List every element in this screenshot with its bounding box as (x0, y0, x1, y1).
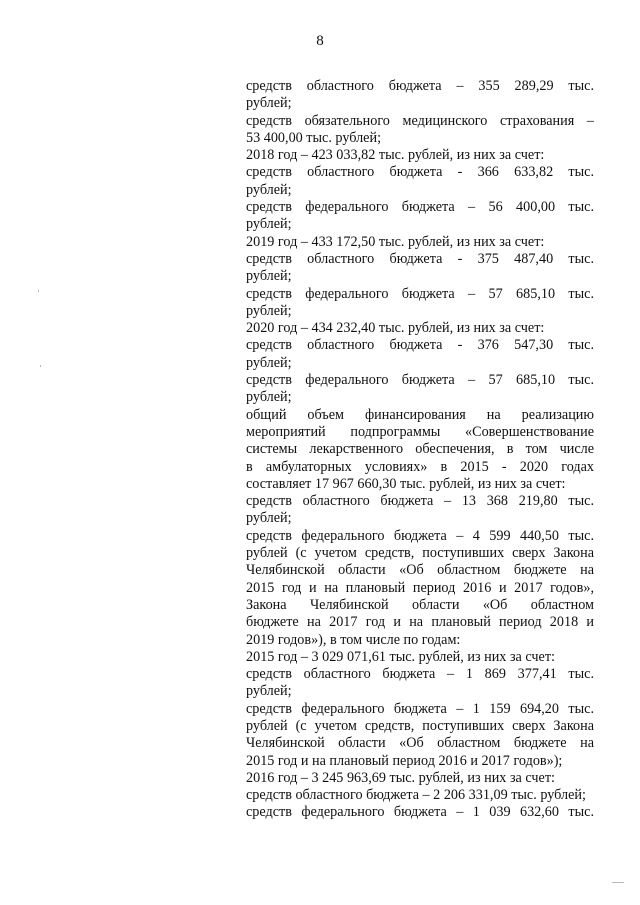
text-line: Челябинской области «Об областном бюджете на (246, 735, 594, 752)
text-line: средств областного бюджета – 355 289,29 тыс. (246, 78, 594, 94)
text-line: средств областного бюджета - 376 547,30 тыс. (246, 337, 594, 354)
text-line: средств федерального бюджета – 57 685,10 тыс. (246, 285, 594, 302)
scan-mark (38, 290, 39, 292)
text-line: рублей; (246, 354, 292, 371)
text-line: рублей; (246, 268, 292, 285)
text-line: средств областного бюджета – 13 368 219,80 тыс. (246, 493, 594, 510)
text-line: Закона Челябинской области «Об областном (246, 596, 594, 613)
text-line: средств областного бюджета – 1 869 377,41 тыс. (246, 666, 594, 683)
text-line: 2015 год – 3 029 071,61 тыс. рублей, из них за счет: (246, 648, 555, 665)
text-line: средств областного бюджета – 2 206 331,09 тыс. рублей; (246, 787, 586, 804)
text-line: 53 400,00 тыс. рублей; (246, 129, 382, 146)
text-line: рублей (с учетом средств, поступивших сверх Закона (246, 545, 594, 562)
text-line: средств областного бюджета - 375 487,40 тыс. (246, 250, 594, 267)
scan-mark (40, 365, 41, 367)
page-number: 8 (316, 33, 324, 49)
text-line: средств федерального бюджета – 57 685,10 тыс. (246, 372, 594, 389)
text-line: системы лекарственного обеспечения, в том числе (246, 441, 594, 458)
text-line: рублей; (246, 683, 292, 700)
text-line: 2019 год – 433 172,50 тыс. рублей, из них за счет: (246, 233, 545, 250)
text-line: рублей; (246, 510, 292, 527)
text-line: рублей; (246, 302, 292, 319)
text-line: рублей; (246, 389, 292, 406)
text-line: рублей (с учетом средств, поступивших сверх Закона (246, 717, 594, 734)
text-line: средств федерального бюджета – 56 400,00 тыс. (246, 199, 594, 216)
text-line: 2019 годов»), в том числе по годам: (246, 631, 461, 648)
text-line: средств федерального бюджета – 1 039 632,60 тыс. (246, 804, 594, 821)
text-line: Челябинской области «Об областном бюджете на (246, 562, 594, 579)
text-line: средств федерального бюджета – 1 159 694,20 тыс. (246, 700, 594, 717)
scan-mark (612, 882, 624, 883)
text-line: мероприятий подпрограммы «Совершенствование (246, 423, 594, 440)
text-line: средств обязательного медицинского страхования – (246, 112, 594, 129)
text-line: составляет 17 967 660,30 тыс. рублей, из них за счет: (246, 475, 566, 492)
text-line: средств областного бюджета - 366 633,82 тыс. (246, 164, 594, 181)
text-line: 2015 год и на плановый период 2016 и 2017 годов»); (246, 752, 563, 769)
text-line: средств федерального бюджета – 4 599 440,50 тыс. (246, 527, 594, 544)
text-line: рублей; (246, 216, 292, 233)
text-line: общий объем финансирования на реализацию (246, 406, 594, 423)
text-line: 2015 год и на плановый период 2016 и 2017 годов», (246, 579, 594, 596)
text-line: рублей; (246, 181, 292, 198)
text-line: 2018 год – 423 033,82 тыс. рублей, из них за счет: (246, 147, 545, 164)
document-body (246, 78, 594, 822)
text-line: бюджете на 2017 год и на плановый период 2018 и (246, 614, 594, 631)
text-line: в амбулаторных условиях» в 2015 - 2020 годах (246, 458, 594, 475)
text-line: 2016 год – 3 245 963,69 тыс. рублей, из них за счет: (246, 769, 555, 786)
text-line: 2020 год – 434 232,40 тыс. рублей, из них за счет: (246, 320, 545, 337)
text-line: рублей; (246, 95, 292, 112)
